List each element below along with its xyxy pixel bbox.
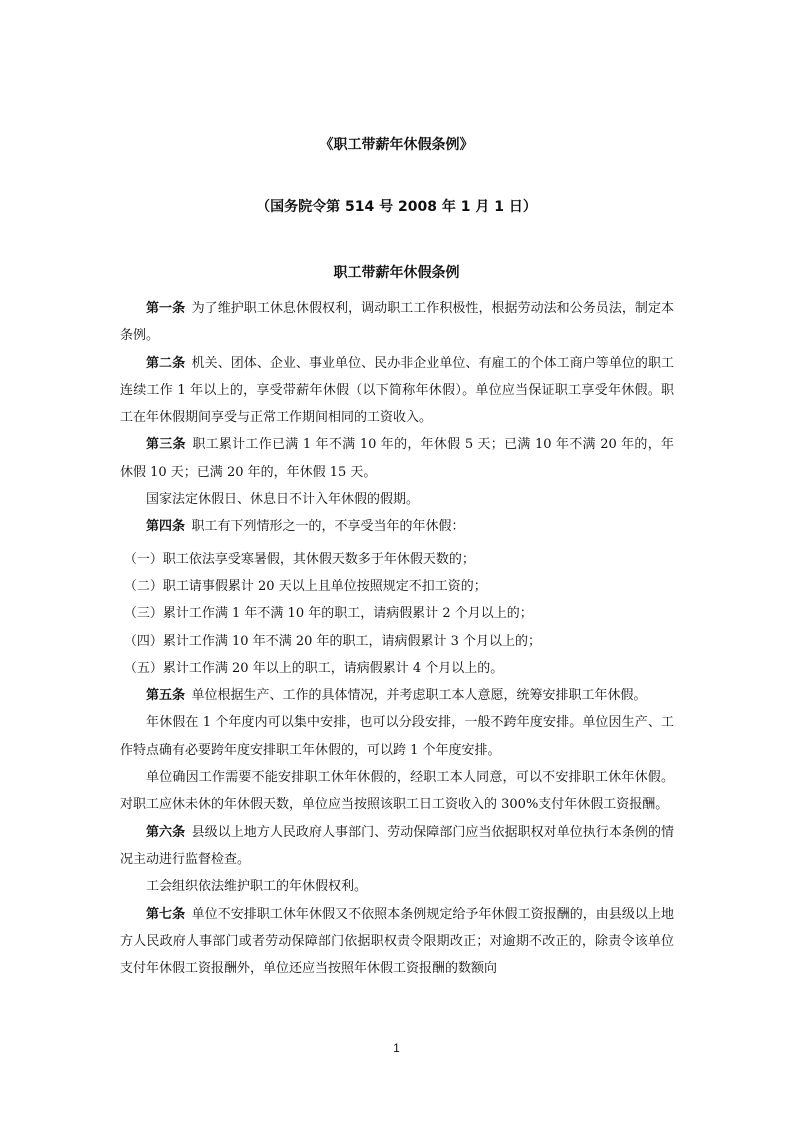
paragraph [120,873,674,900]
article-label: 第一条 [146,301,186,316]
document-body [120,295,674,982]
article-2 [120,350,674,432]
paragraph-text: 工会组织依法维护职工的年休假权利。 [146,879,368,895]
article-3 [120,431,674,486]
article-label: 第二条 [146,355,186,371]
article-label: 第七条 [146,906,186,922]
article-label: 第四条 [146,519,186,535]
article-text: 单位根据生产、工作的具体情况，并考虑职工本人意愿，统筹安排职工年休假。 [191,688,647,704]
article-4 [120,513,674,540]
article-text: 为了维护职工休息休假权利，调动职工工作积极性，根据劳动法和公务员法，制定本条例。 [120,301,674,344]
list-item: （五）累计工作满 20 年以上的职工，请病假累计 4 个月以上的。 [123,660,504,676]
paragraph [120,764,674,819]
article-text: 县级以上地方人民政府人事部门、劳动保障部门应当依据职权对单位执行本条例的情况主动进行监督检查。 [120,824,674,867]
article-6 [120,819,674,874]
article-label: 第三条 [146,437,186,453]
list-item: （三）累计工作满 1 年不满 10 年的职工，请病假累计 2 个月以上的； [123,606,533,622]
article-5 [120,682,674,709]
article-text: 机关、团体、企业、事业单位、民办非企业单位、有雇工的个体工商户等单位的职工连续工作 1 年以上的，享受带薪年休假（以下简称年休假）。单位应当保证职工享受年休假。职工在年休假期间享受与正常工作期间相同的工资收入。 [120,355,674,426]
article-text: 职工累计工作已满 1 年不满 10 年的，年休假 5 天；已满 10 年不满 20 年的，年休假 10 天；已满 20 年的，年休假 15 天。 [120,437,674,480]
list-item: （四）累计工作满 10 年不满 20 年的职工，请病假累计 3 个月以上的； [123,633,542,649]
article-text: 职工有下列情形之一的，不享受当年的年休假： [191,519,465,535]
page-number: 1 [393,1041,400,1055]
document-heading: 职工带薪年休假条例 [333,265,460,281]
list-item: （二）职工请事假累计 20 天以上且单位按照规定不扣工资的； [123,578,487,594]
article-1 [120,295,674,350]
document-subtitle: （国务院令第 514 号 2008 年 1 月 1 日） [256,199,537,215]
article-label: 第六条 [146,824,186,840]
paragraph [120,709,674,764]
paragraph [120,486,674,513]
list-item: （一）职工依法享受寒暑假，其休假天数多于年休假天数的； [123,551,475,567]
article-label: 第五条 [146,688,186,704]
article-text: 单位不安排职工休年休假又不依照本条例规定给予年休假工资报酬的，由县级以上地方人民政府人事部门或者劳动保障部门依据职权责令限期改正；对逾期不改正的，除责令该单位支付年休假工资报酬外，单位还应当按照年休假工资报酬的数额向 [120,906,674,977]
document-title: 《职工带薪年休假条例》 [319,137,474,153]
paragraph-text: 年休假在 1 个年度内可以集中安排，也可以分段安排，一般不跨年度安排。单位因生产、工作特点确有必要跨年度安排职工年休假的，可以跨 1 个年度安排。 [120,715,674,758]
paragraph-text: 国家法定休假日、休息日不计入年休假的假期。 [146,492,420,508]
article-7 [120,901,674,983]
paragraph-text: 单位确因工作需要不能安排职工休年休假的，经职工本人同意，可以不安排职工休年休假。对职工应休未休的年休假天数，单位应当按照该职工日工资收入的 300%支付年休假工资报酬。 [120,770,674,813]
